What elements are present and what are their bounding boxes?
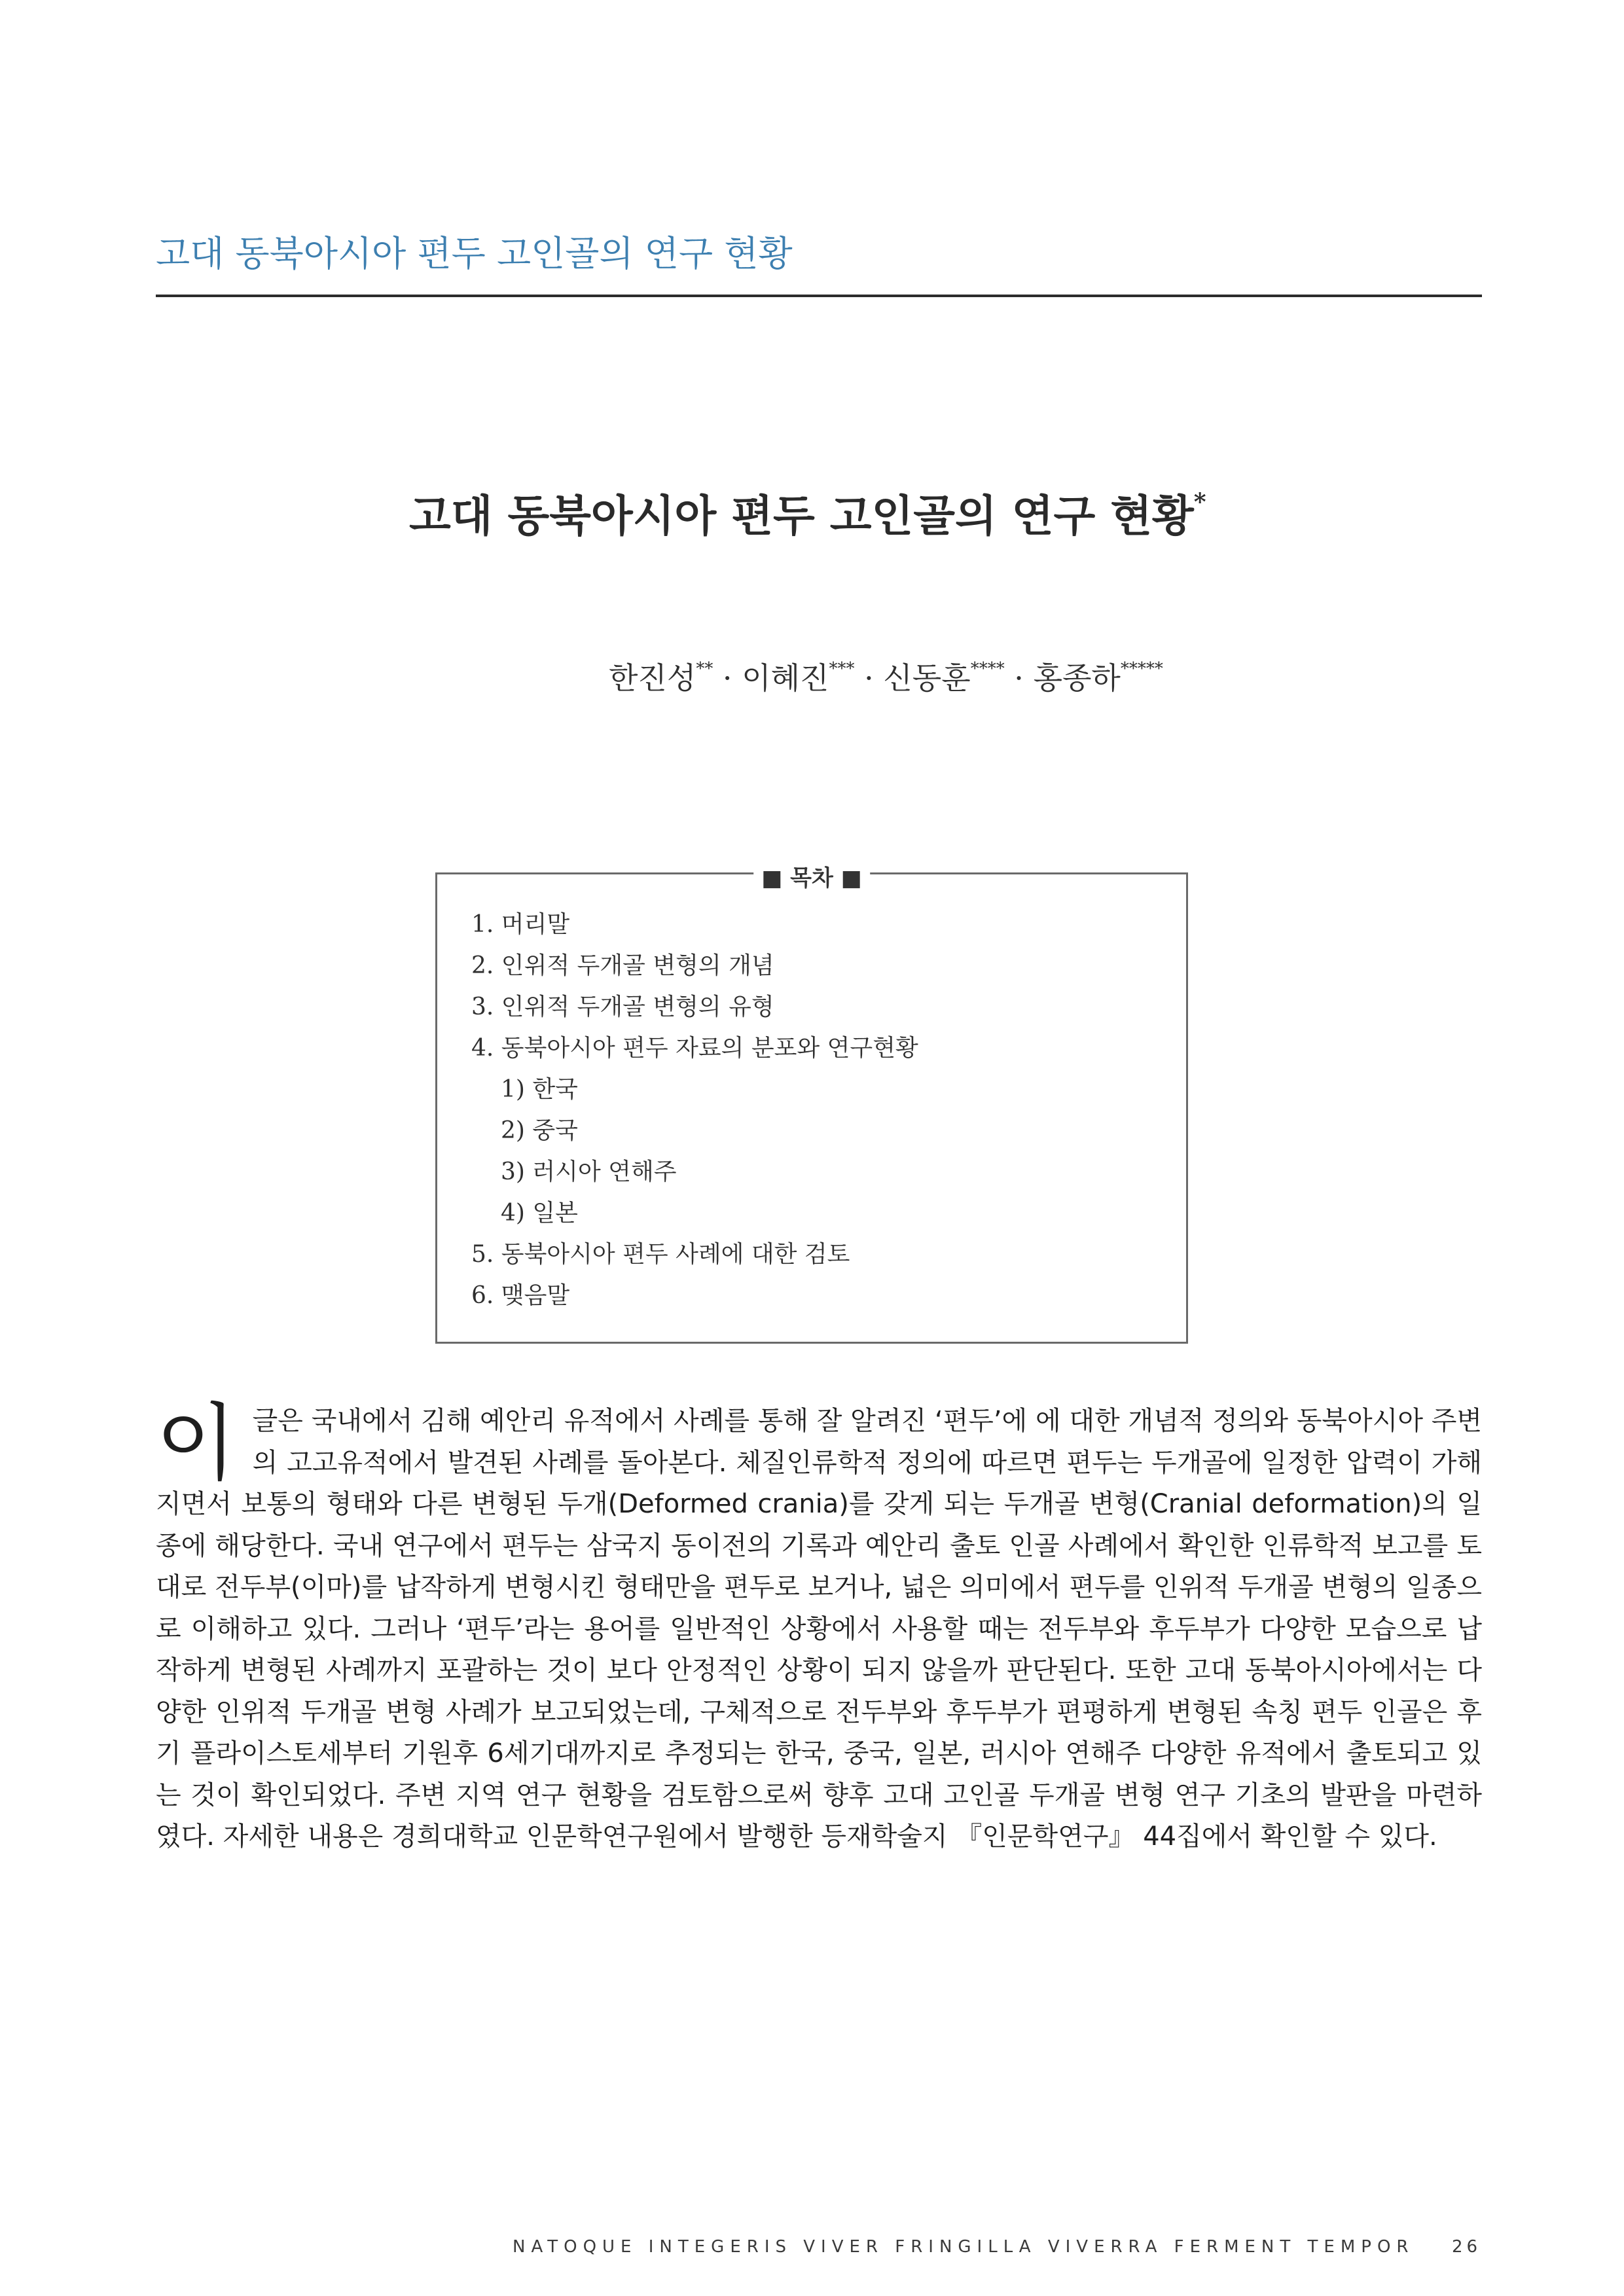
- abstract-text: 글은 국내에서 김해 예안리 유적에서 사례를 통해 잘 알려진 ‘편두’에 에 대한 개념적 정의와 동북아시아 주변의 고고유적에서 발견된 사례를 돌아본다. 체질인류학적 정의에 따르면 편두는 두개골에 일정한 압력이 가해지면서 보통의 형태와 다른 변형된 두개(Deformed crania)를 갖게 되는 두개골 변형(Cranial deformation)의 일종에 해당한다. 국내 연구에서 편두는 삼국지 동이전의 기록과 예안리 출토 인골 사례에서 확인한 인류학적 보고를 토대로 전두부(이마)를 납작하게 변형시킨 형태만을 편두로 보거나, 넓은 의미에서 편두를 인위적 두개골 변형의 일종으로 이해하고 있다. 그러나 ‘편두’라는 용어를 일반적인 상황에서 사용할 때는 전두부와 후두부가 다양한 모습으로 납작하게 변형된 사례까지 포괄하는 것이 보다 안정적인 상황이 되지 않을까 판단된다. 또한 고대 동북아시아에서는 다양한 인위적 두개골 변형 사례가 보고되었는데, 구체적으로 전두부와 후두부가 편평하게 변형된 속칭 편두 인골은 후기 플라이스토세부터 기원후 6세기대까지로 추정되는 한국, 중국, 일본, 러시아 연해주 다양한 유적에서 출토되고 있는 것이 확인되었다. 주변 지역 연구 현황을 검토함으로써 향후 고대 고인골 두개골 변형 연구 기초의 발판을 마련하였다. 자세한 내용은 경희대학교 인문학연구원에서 발행한 등재학술지 『인문학연구』 44집에서 확인할 수 있다.: [156, 1406, 1482, 1852]
- author-footnote-mark: ***: [829, 659, 855, 679]
- toc-item: 2. 인위적 두개골 변형의 개념: [471, 952, 774, 979]
- footer-running-text: NATOQUE INTEGERIS VIVER FRINGILLA VIVERRA FERMENT TEMPOR: [513, 2237, 1415, 2257]
- toc-header: ■ 목차 ■: [753, 860, 870, 892]
- toc-item: 4. 동북아시아 편두 자료의 분포와 연구현황: [471, 1035, 918, 1062]
- author-footnote-mark: *****: [1120, 659, 1163, 679]
- article-title: [409, 481, 1227, 543]
- author-line: [609, 655, 1263, 698]
- abstract-paragraph: [156, 1395, 1482, 1858]
- toc-list: [471, 904, 918, 1316]
- toc-item: 6. 맺음말: [471, 1282, 570, 1309]
- header-rule: [156, 295, 1482, 297]
- toc-item: 3. 인위적 두개골 변형의 유형: [471, 994, 774, 1020]
- author-footnote-mark: ****: [970, 659, 1005, 679]
- running-head: 고대 동북아시아 편두 고인골의 연구 현황: [156, 233, 793, 274]
- toc-item: 5. 동북아시아 편두 사례에 대한 검토: [471, 1241, 850, 1268]
- toc-subitem: 3) 러시아 연해주: [501, 1158, 677, 1185]
- author-footnote-mark: **: [696, 659, 713, 679]
- toc-subitem: 4) 일본: [501, 1200, 578, 1227]
- title-footnote-mark: *: [1193, 488, 1206, 516]
- author-name: 이혜진: [742, 660, 829, 696]
- toc-subitem: 2) 중국: [501, 1117, 578, 1144]
- author-separator: ·: [854, 660, 884, 696]
- author-separator: ·: [713, 660, 742, 696]
- table-of-contents: [435, 865, 1188, 1344]
- toc-subitem: 1) 한국: [501, 1076, 578, 1103]
- author-separator: ·: [1004, 660, 1034, 696]
- article-title-text: 고대 동북아시아 편두 고인골의 연구 현황: [409, 490, 1194, 541]
- page-number: 26: [1452, 2237, 1482, 2257]
- author-name: 신동훈: [883, 660, 971, 696]
- author-name: 한진성: [609, 660, 696, 696]
- drop-cap: 이: [156, 1395, 237, 1492]
- toc-item: 1. 머리말: [471, 911, 570, 938]
- author-name: 홍종하: [1033, 660, 1121, 696]
